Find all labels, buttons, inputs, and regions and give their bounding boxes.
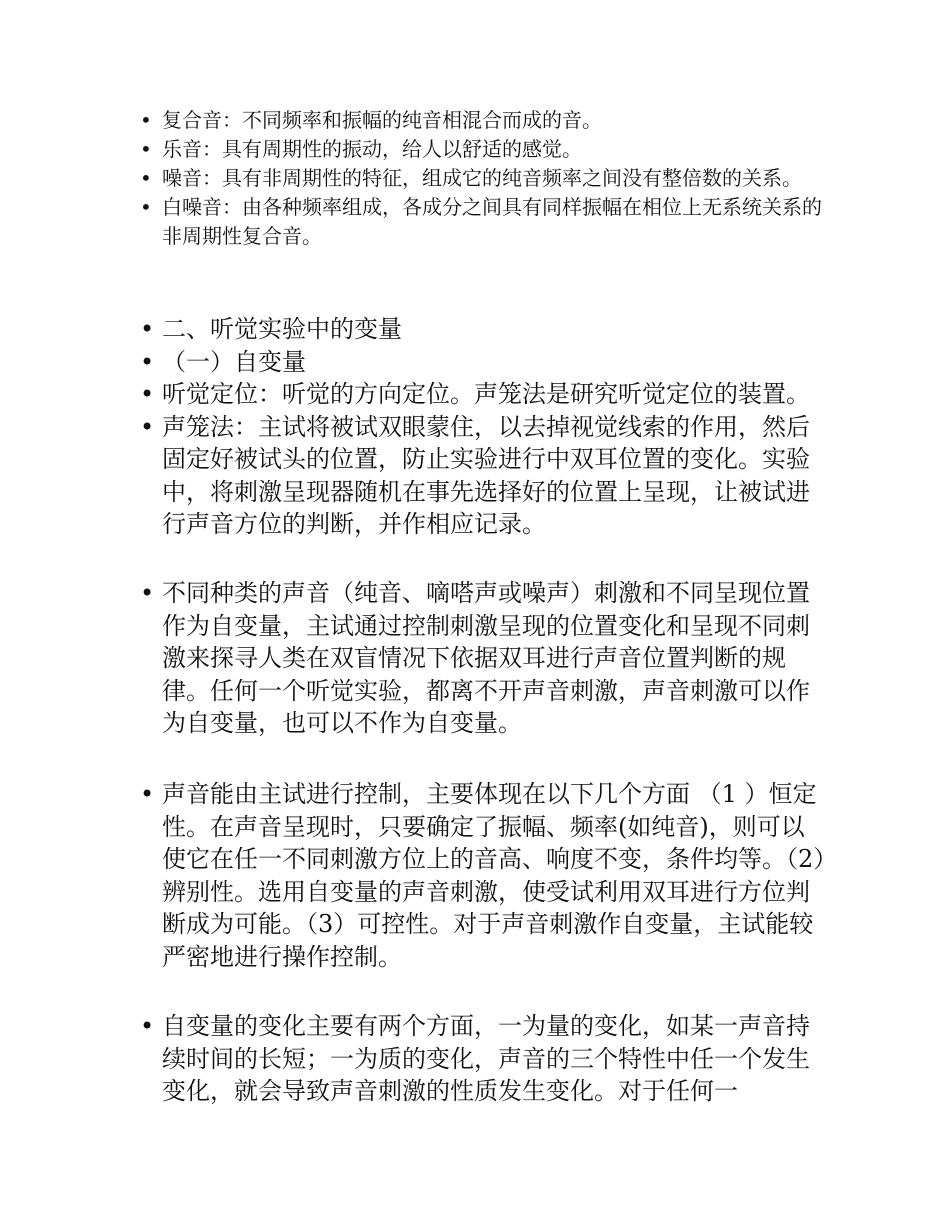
bullet-list-paragraph (138, 778, 828, 973)
list-item (138, 193, 828, 251)
list-item-text: 声音能由主试进行控制，主要体现在以下几个方面 （1 ）恒定性。在声音呈现时，只要确定了振幅、频率(如纯音)，则可以使它在任一不同刺激方位上的音高、响度不变，条件均等。（2）辨别性。选用自变量的声音刺激，使受试利用双耳进行方位判断成为可能。（3）可控性。对于声音刺激作自变量，主试能较严密地进行操作控制。 (162, 780, 826, 971)
bullet-dot: • (140, 1012, 155, 1040)
list-item-text: 复合音：不同频率和振幅的纯音相混合而成的音。 (162, 108, 602, 132)
list-item-text: 噪音：具有非周期性的特征，组成它的纯音频率之间没有整倍数的关系。 (162, 166, 802, 190)
bullet-dot: • (140, 166, 152, 190)
list-item-text: 二、听觉实验中的变量 (162, 315, 402, 343)
bullet-dot: • (140, 579, 155, 607)
list-item (138, 378, 828, 411)
bullet-list-paragraph (138, 1010, 828, 1108)
bullet-dot: • (140, 380, 155, 408)
list-item-text: 声笼法：主试将被试双眼蒙住，以去掉视觉线索的作用，然后固定好被试头的位置，防止实验进行中双耳位置的变化。实验中，将刺激呈现器随机在事先选择好的位置上呈现，让被试进行声音方位的判断，并作相应记录。 (162, 412, 810, 538)
list-item-text: 白噪音：由各种频率组成，各成分之间具有同样振幅在相位上无系统关系的非周期性复合音。 (162, 195, 822, 248)
bullet-list-paragraph (138, 577, 828, 740)
list-item (138, 1010, 828, 1108)
section-heading (138, 313, 828, 346)
list-item-text: 乐音：具有周期性的振动，给人以舒适的感觉。 (162, 137, 582, 161)
bullet-list-sound-types (138, 106, 828, 251)
list-item (138, 778, 828, 973)
list-item-text: 不同种类的声音（纯音、嘀嗒声或噪声）刺激和不同呈现位置作为自变量，主试通过控制刺激呈现的位置变化和呈现不同刺激来探寻人类在双盲情况下依据双耳进行声音位置判断的规律。任何一个听觉实验，都离不开声音刺激，声音刺激可以作为自变量，也可以不作为自变量。 (162, 579, 810, 737)
bullet-dot: • (140, 108, 152, 132)
bullet-dot: • (140, 412, 155, 441)
list-item-text: 自变量的变化主要有两个方面，一为量的变化，如某一声音持续时间的长短；一为质的变化，声音的三个特性中任一个发生变化，就会导致声音刺激的性质发生变化。对于任何一 (162, 1012, 810, 1105)
list-item (138, 577, 828, 740)
list-item-text: （一）自变量 (162, 347, 306, 376)
bullet-dot: • (140, 347, 155, 376)
bullet-dot: • (140, 195, 152, 219)
list-item (138, 106, 828, 135)
bullet-dot: • (140, 315, 155, 343)
list-item (138, 135, 828, 164)
bullet-dot: • (140, 137, 152, 161)
list-item (138, 164, 828, 193)
bullet-list-variables (138, 313, 828, 541)
bullet-dot: • (140, 780, 155, 808)
list-item-text: 听觉定位：听觉的方向定位。声笼法是研究听觉定位的装置。 (162, 380, 810, 408)
list-item (138, 411, 828, 541)
subsection-heading (138, 346, 828, 379)
